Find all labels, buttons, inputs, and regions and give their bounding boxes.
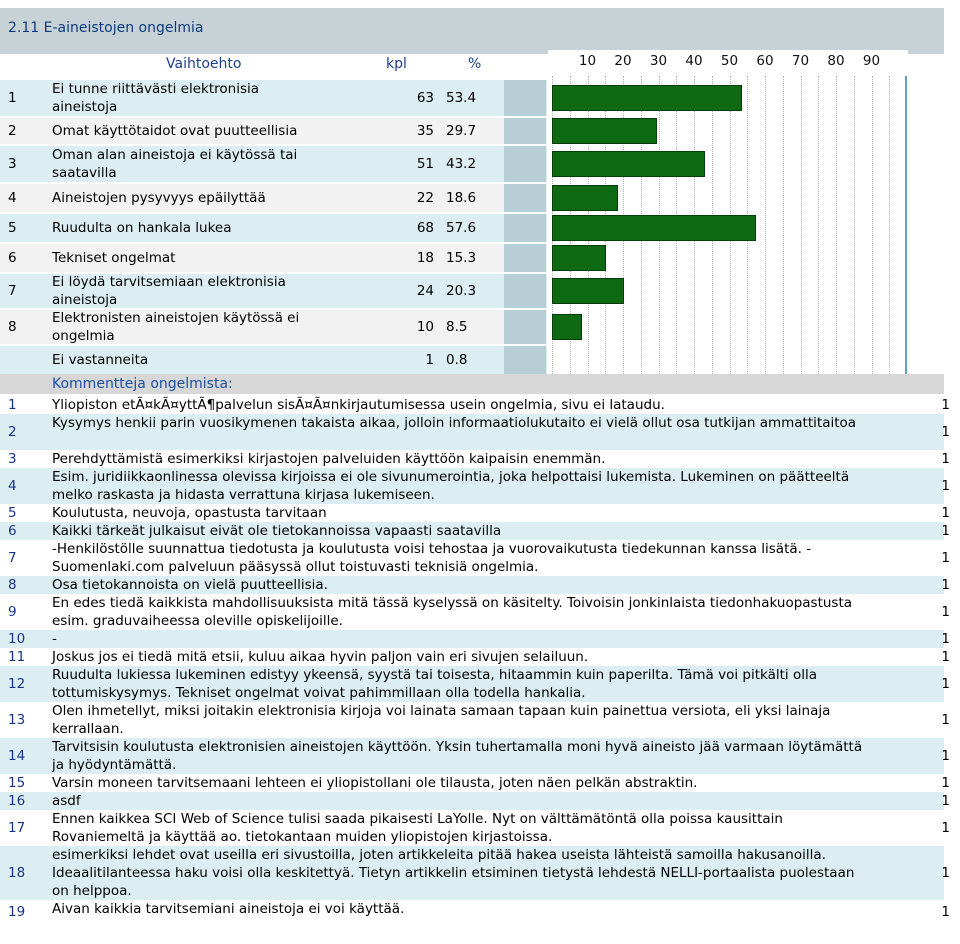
bar-8	[552, 314, 582, 340]
bar-2	[552, 118, 657, 144]
row-separator	[504, 244, 546, 272]
option-percent: 20.3	[446, 283, 477, 299]
comment-row	[0, 738, 960, 774]
x-tick-label: 70	[791, 53, 810, 69]
header-count: kpl	[386, 56, 407, 72]
comment-count: 1	[941, 523, 950, 539]
gridline	[783, 76, 784, 374]
comment-text: Ennen kaikkea SCI Web of Science tulisi saada pikaisesti LaYolle. Nyt on välttämätöntä olla poissa kausittain Rovaniemeltä ja käyttää ao. tietokantaan muiden yliopistojen kirjastoissa.	[52, 811, 783, 845]
comments-header-label: Kommentteja ongelmista:	[52, 376, 233, 392]
comment-number: 13	[8, 712, 26, 728]
comment-number: 8	[8, 577, 17, 593]
x-tick-label: 30	[649, 53, 668, 69]
option-number: 7	[8, 283, 17, 299]
comment-number: 18	[8, 865, 26, 881]
comment-count: 1	[941, 904, 950, 920]
option-count: 68	[416, 220, 434, 236]
option-label: Oman alan aineistoja ei käytössä tai saatavilla	[52, 147, 298, 181]
comment-text: Olen ihmetellyt, miksi joitakin elektronisia kirjoja voi lainata samaan tapaan kuin painettua versiota, eli yksi lainaja kerrallaan.	[52, 703, 831, 737]
comment-row	[0, 450, 960, 468]
option-number	[8, 346, 38, 374]
option-count: 10	[416, 319, 434, 335]
option-count: 1	[425, 352, 434, 368]
comment-row	[0, 702, 960, 738]
comment-row	[0, 522, 960, 540]
comment-number: 19	[8, 904, 26, 920]
option-number: 4	[8, 190, 17, 206]
option-label: Aineistojen pysyvyys epäilyttää	[52, 190, 266, 206]
comment-number: 15	[8, 775, 26, 791]
comment-row	[0, 792, 960, 810]
comment-count: 1	[941, 604, 950, 620]
comment-number: 16	[8, 793, 26, 809]
row-separator	[504, 346, 546, 374]
comment-count: 1	[941, 397, 950, 413]
comment-text: Kysymys henkii parin vuosikymenen takaista aikaa, jolloin informaatiolukutaito ei vielä ollut osa tutkijan ammattitaitoa	[52, 415, 857, 431]
option-number: 8	[8, 319, 17, 335]
x-tick-label: 40	[685, 53, 703, 69]
option-number: 5	[8, 220, 17, 236]
comment-text: Perehdyttämistä esimerkiksi kirjastojen palveluiden käyttöön kaipaisin enemmän.	[52, 451, 606, 467]
comment-number: 4	[8, 478, 17, 494]
option-label: Tekniset ongelmat	[52, 250, 176, 266]
comment-number: 7	[8, 550, 17, 566]
page-title: 2.11 E-aineistojen ongelmia	[0, 8, 944, 54]
gridline	[872, 76, 873, 374]
comment-count: 1	[941, 649, 950, 665]
comment-row	[0, 468, 960, 504]
bar-5	[552, 215, 756, 241]
comment-text: Kaikki tärkeät julkaisut eivät ole tietokannoissa vapaasti saatavilla	[52, 523, 502, 539]
comment-number: 1	[8, 397, 17, 413]
option-label: Ei vastanneita	[52, 352, 149, 368]
comment-number: 5	[8, 505, 17, 521]
bar-6	[552, 245, 606, 271]
comment-text: Varsin moneen tarvitsemaani lehteen ei yliopistollani ole tilausta, joten näen pelkän abstraktin.	[52, 775, 698, 791]
comment-count: 1	[941, 577, 950, 593]
comment-text: -	[52, 631, 57, 647]
option-label: Ei löydä tarvitsemiaan elektronisia aineistoja	[52, 274, 286, 308]
bar-7	[552, 278, 624, 304]
bar-4	[552, 185, 618, 211]
x-tick-label: 10	[578, 53, 597, 69]
row-separator	[504, 184, 546, 212]
option-count: 51	[416, 156, 434, 172]
comment-row	[0, 774, 960, 792]
comment-count: 1	[941, 631, 950, 647]
option-percent: 43.2	[446, 156, 477, 172]
comment-count: 1	[941, 424, 950, 440]
comment-number: 11	[8, 649, 26, 665]
row-separator	[504, 80, 546, 116]
comment-text: Ruudulta lukiessa lukeminen edistyy ykeensä, syystä tai toisesta, hitaammin kuin paperilta. Tämä voi pitkälti olla tottumiskysymys. Tekniset ongelmat voivat pahimmillaan olla todella hankalia.	[52, 667, 817, 701]
row-separator	[504, 214, 546, 242]
comment-row	[0, 414, 960, 450]
comment-row	[0, 540, 960, 576]
x-tick-label: 50	[720, 53, 739, 69]
comment-count: 1	[941, 676, 950, 692]
comment-text: asdf	[52, 793, 81, 809]
comment-text: En edes tiedä kaikkista mahdollisuuksista mitä tässä kyselyssä on käsitelty. Toivoisin jonkinlaista tiedonhakuopastusta esim. graduvaiheessa oleville opiskelijoille.	[52, 595, 853, 629]
comment-row	[0, 900, 960, 924]
option-percent: 8.5	[446, 319, 468, 335]
option-percent: 18.6	[446, 190, 477, 206]
x-tick-label: 80	[827, 53, 845, 69]
option-count: 24	[416, 283, 434, 299]
comment-count: 1	[941, 775, 950, 791]
option-percent: 57.6	[446, 220, 477, 236]
comments-header	[0, 374, 944, 394]
comment-row	[0, 504, 960, 522]
bar-3	[552, 151, 705, 177]
comment-text: Tarvitsisin koulutusta elektronisien aineistojen käyttöön. Yksin tuhertamalla moni hyvä aineisto jää varmaan löytämättä ja hyödyntämättä.	[52, 739, 863, 773]
comment-text: Aivan kaikkia tarvitsemiani aineistoja ei voi käyttää.	[52, 901, 405, 917]
comment-number: 3	[8, 451, 17, 467]
option-percent: 53.4	[446, 90, 477, 106]
comment-count: 1	[941, 748, 950, 764]
comment-number: 12	[8, 676, 26, 692]
axis-line	[905, 76, 907, 374]
option-count: 22	[416, 190, 434, 206]
comment-text: Yliopiston etÃ¤kÃ¤yttÃ¶palvelun sisÃ¤Ã¤nkirjautumisessa usein ongelmia, sivu ei lataudu.	[52, 397, 665, 413]
comment-number: 14	[8, 748, 26, 764]
gridline	[801, 76, 802, 374]
comment-number: 10	[8, 631, 26, 647]
comment-count: 1	[941, 712, 950, 728]
comment-text: Esim. juridiikkaonlinessa olevissa kirjoissa ei ole sivunumerointia, joka helpottaisi lukemista. Lukeminen on päätteeltä melko raskasta ja hidasta verrattuna kirjasa lukemiseen.	[52, 469, 850, 503]
option-count: 35	[416, 123, 434, 139]
gridline	[765, 76, 766, 374]
x-tick-label: 20	[614, 53, 632, 69]
bar-1	[552, 85, 742, 111]
comment-number: 2	[8, 424, 17, 440]
option-label: Ei tunne riittävästi elektronisia aineistoja	[52, 81, 260, 115]
x-tick-label: 60	[756, 53, 774, 69]
comment-text: Joskus jos ei tiedä mitä etsii, kuluu aikaa hyvin paljon vain eri sivujen selailuun.	[52, 649, 589, 665]
option-label: Ruudulta on hankala lukea	[52, 220, 232, 236]
comment-row	[0, 576, 960, 594]
option-label: Elektronisten aineistojen käytössä ei ongelmia	[52, 310, 300, 344]
row-separator	[504, 310, 546, 344]
header-option: Vaihtoehto	[166, 56, 242, 72]
option-number: 1	[8, 90, 17, 106]
x-tick-label: 90	[862, 53, 881, 69]
comment-text: Osa tietokannoista on vielä puutteellisia.	[52, 577, 328, 593]
gridline	[889, 76, 890, 374]
comment-number: 17	[8, 820, 26, 836]
comment-count: 1	[941, 478, 950, 494]
comment-count: 1	[941, 865, 950, 881]
option-number: 3	[8, 156, 17, 172]
comment-row	[0, 396, 960, 414]
option-count: 63	[416, 90, 434, 106]
gridline	[836, 76, 837, 374]
option-number: 6	[8, 250, 17, 266]
gridline	[818, 76, 819, 374]
comment-number: 6	[8, 523, 17, 539]
option-count: 18	[416, 250, 434, 266]
row-separator	[504, 146, 546, 182]
option-percent: 15.3	[446, 250, 477, 266]
header-percent: %	[468, 56, 482, 72]
comment-row	[0, 594, 960, 630]
option-percent: 29.7	[446, 123, 477, 139]
comment-row	[0, 810, 960, 846]
gridline	[854, 76, 855, 374]
row-separator	[504, 274, 546, 308]
comment-count: 1	[941, 550, 950, 566]
option-percent: 0.8	[446, 352, 468, 368]
comment-row	[0, 846, 960, 900]
option-label: Omat käyttötaidot ovat puutteellisia	[52, 123, 298, 139]
comment-number: 9	[8, 604, 17, 620]
comment-count: 1	[941, 451, 950, 467]
row-separator	[504, 118, 546, 144]
comment-text: esimerkiksi lehdet ovat useilla eri sivustoilla, joten artikkeleita pitää hakea useista lähteistä samoilla hakusanoilla. Ideaalitilanteessa haku voisi olla keskitettyä. Tietyn artikkelin etsiminen tietystä lehdestä NELLI-portaalista puolestaan on helppoa.	[52, 847, 855, 899]
comment-text: -Henkilöstölle suunnattua tiedotusta ja koulutusta voisi tehostaa ja vuorovaikutusta tiedekunnan kanssa lisätä. -Suomenlaki.com palveluun pääsyssä ollut toistuvasti teknisiä ongelmia.	[52, 541, 812, 575]
comment-count: 1	[941, 505, 950, 521]
comment-row	[0, 630, 960, 648]
comment-count: 1	[941, 793, 950, 809]
comment-row	[0, 666, 960, 702]
option-number: 2	[8, 123, 17, 139]
comment-count: 1	[941, 820, 950, 836]
comment-row	[0, 648, 960, 666]
comment-text: Koulutusta, neuvoja, opastusta tarvitaan	[52, 505, 327, 521]
